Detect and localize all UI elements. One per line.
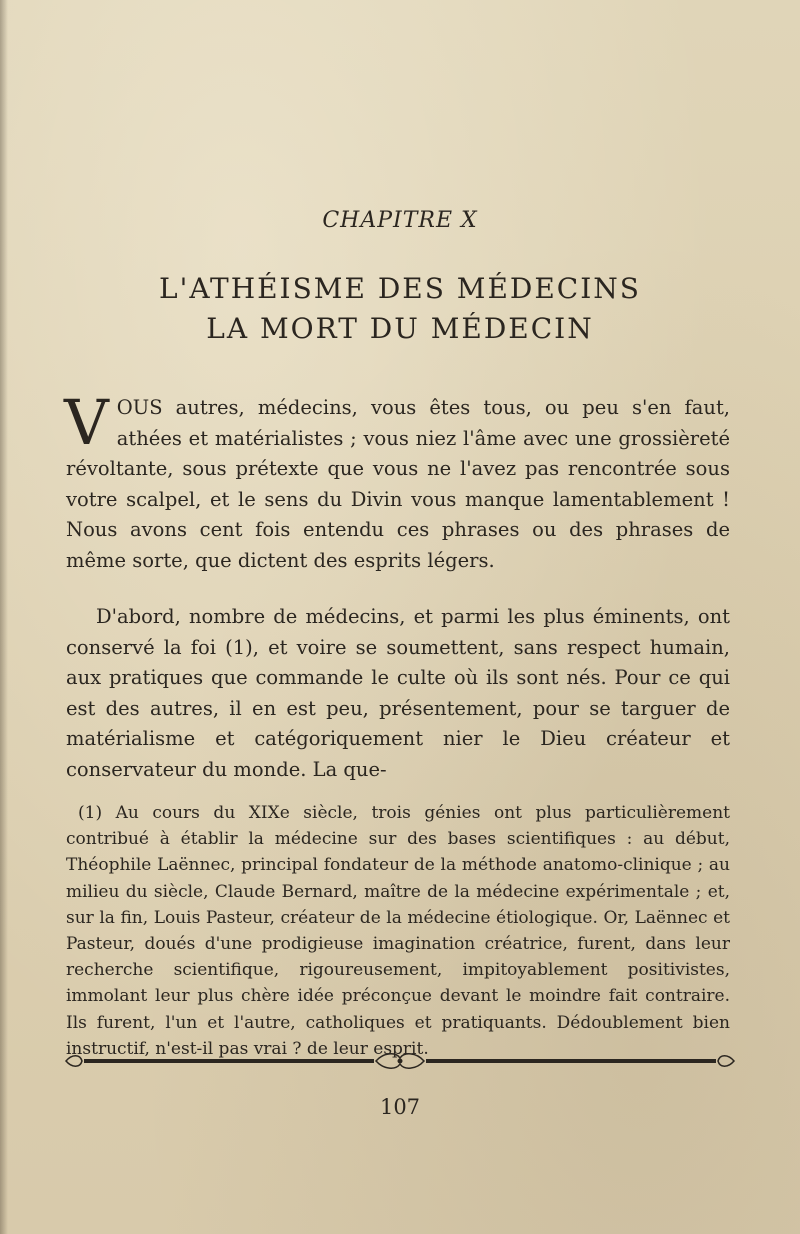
drop-cap: V [64, 386, 109, 459]
page-number: 107 [379, 1095, 421, 1119]
paragraph-1 [64, 386, 730, 576]
paragraph-2: D'abord, nombre de médecins, et parmi les plus éminents, ont conservé la foi (1), et voire se soumettent, sans respect humain, aux pratiques que commande le culte où ils sont nés. Pour ce qui est des autres, il en est peu, présentement, pour se targuer de matérialisme et catégoriquement nier le Dieu créateur et conservateur du monde. La que- [66, 605, 730, 781]
spine-shadow [0, 0, 8, 1234]
ornament-icon [62, 1050, 738, 1072]
chapter-label: CHAPITRE X [322, 208, 478, 233]
paragraph-1-text: OUS autres, médecins, vous êtes tous, ou peu s'en faut, athées et matérialistes ; vous niez l'âme avec une grossièreté révoltante, sous prétexte que vous ne l'avez pas rencontrée sous votre scalpel, et le sens du Divin vous manque lamentablement ! Nous avons cent fois entendu ces phrases ou des phrases de même sorte, que dictent des esprits légers. [66, 396, 730, 572]
ornamental-rule [62, 1050, 738, 1076]
chapter-title-line-2: LA MORT DU MÉDECIN [206, 312, 594, 345]
footnote: (1) Au cours du XIXe siècle, trois génies ont plus particulièrement contribué à établir la médecine sur des bases scientifiques : au début, Théophile Laënnec, principal fondateur de la méthode anatomo-clinique ; au milieu du siècle, Claude Bernard, maître de la médecine expérimentale ; et, sur la fin, Louis Pasteur, créateur de la médecine étiologique. Or, Laënnec et Pasteur, doués d'une prodigieuse imagination créatrice, furent, dans leur recherche scientifique, rigoureusement, impitoyablement positivistes, immolant leur plus chère idée préconçue devant le moindre fait contraire. Ils furent, l'un et l'autre, catholiques et pratiquants. Dédoublement bien instructif, n'est-il pas vrai ? de leur esprit. [66, 803, 730, 1059]
chapter-title-line-1: L'ATHÉISME DES MÉDECINS [159, 272, 641, 305]
